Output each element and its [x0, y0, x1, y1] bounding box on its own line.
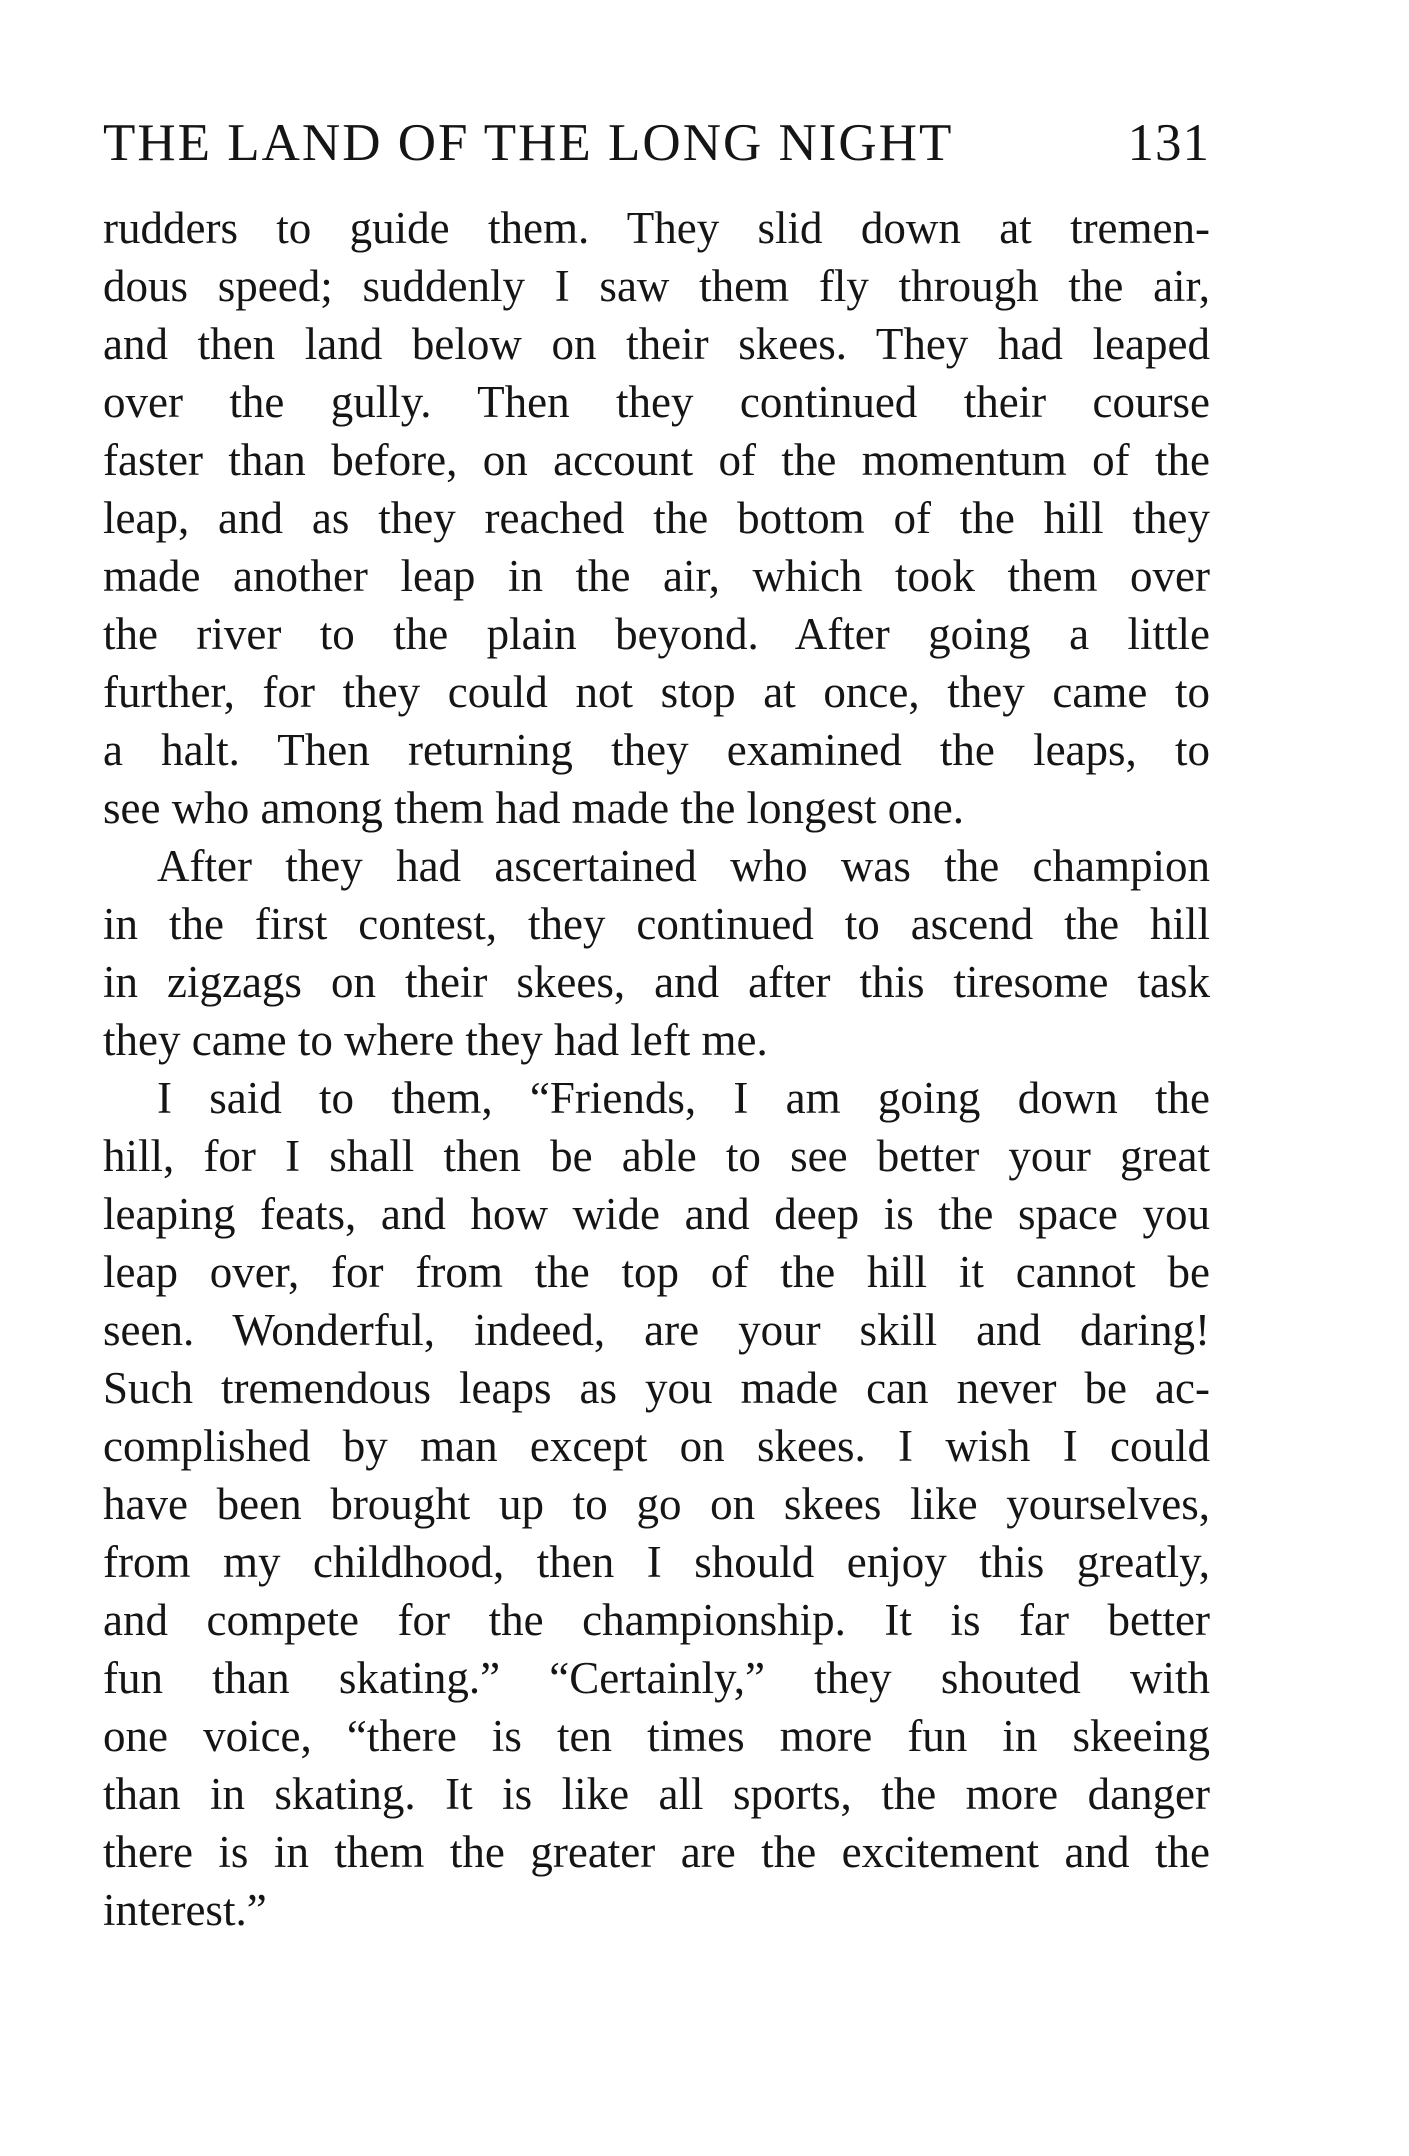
page-number: 131 [1127, 114, 1210, 172]
text-line: over the gully. Then they continued their course [103, 377, 1210, 427]
text-line: leap over, for from the top of the hill it cannot be [103, 1247, 1210, 1297]
text-line: from my childhood, then I should enjoy this greatly, [103, 1537, 1210, 1587]
text-line: one voice, “there is ten times more fun in skeeing [103, 1711, 1210, 1761]
text-line: seen. Wonderful, indeed, are your skill and daring! [103, 1305, 1210, 1355]
text-line: hill, for I shall then be able to see better your great [103, 1131, 1210, 1181]
running-head-title: THE LAND OF THE LONG NIGHT [103, 114, 954, 172]
text-line: interest.” [103, 1885, 267, 1935]
text-line: and compete for the championship. It is far better [103, 1595, 1210, 1645]
text-line: leaping feats, and how wide and deep is the space you [103, 1189, 1210, 1239]
text-line: complished by man except on skees. I wish I could [103, 1421, 1210, 1471]
text-line: there is in them the greater are the excitement and the [103, 1827, 1210, 1877]
body-text [103, 199, 1210, 1939]
text-line: dous speed; suddenly I saw them fly through the air, [103, 261, 1210, 311]
text-line: After they had ascertained who was the champion [157, 841, 1210, 891]
text-line: a halt. Then returning they examined the leaps, to [103, 725, 1210, 775]
text-line: further, for they could not stop at once, they came to [103, 667, 1210, 717]
text-line: made another leap in the air, which took them over [103, 551, 1210, 601]
text-line: Such tremendous leaps as you made can never be ac- [103, 1363, 1210, 1413]
text-line: and then land below on their skees. They had leaped [103, 319, 1210, 369]
text-line: they came to where they had left me. [103, 1015, 768, 1065]
text-line: the river to the plain beyond. After going a little [103, 609, 1210, 659]
text-line: than in skating. It is like all sports, the more danger [103, 1769, 1210, 1819]
text-line: fun than skating.” “Certainly,” they shouted with [103, 1653, 1210, 1703]
text-line: leap, and as they reached the bottom of the hill they [103, 493, 1210, 543]
running-head [103, 108, 1210, 178]
text-line: rudders to guide them. They slid down at tremen- [103, 203, 1210, 253]
text-line: see who among them had made the longest one. [103, 783, 965, 833]
text-line: I said to them, “Friends, I am going down the [157, 1073, 1210, 1123]
text-line: have been brought up to go on skees like yourselves, [103, 1479, 1210, 1529]
text-line: in the first contest, they continued to ascend the hill [103, 899, 1210, 949]
text-line: in zigzags on their skees, and after this tiresome task [103, 957, 1210, 1007]
text-line: faster than before, on account of the momentum of the [103, 435, 1210, 485]
